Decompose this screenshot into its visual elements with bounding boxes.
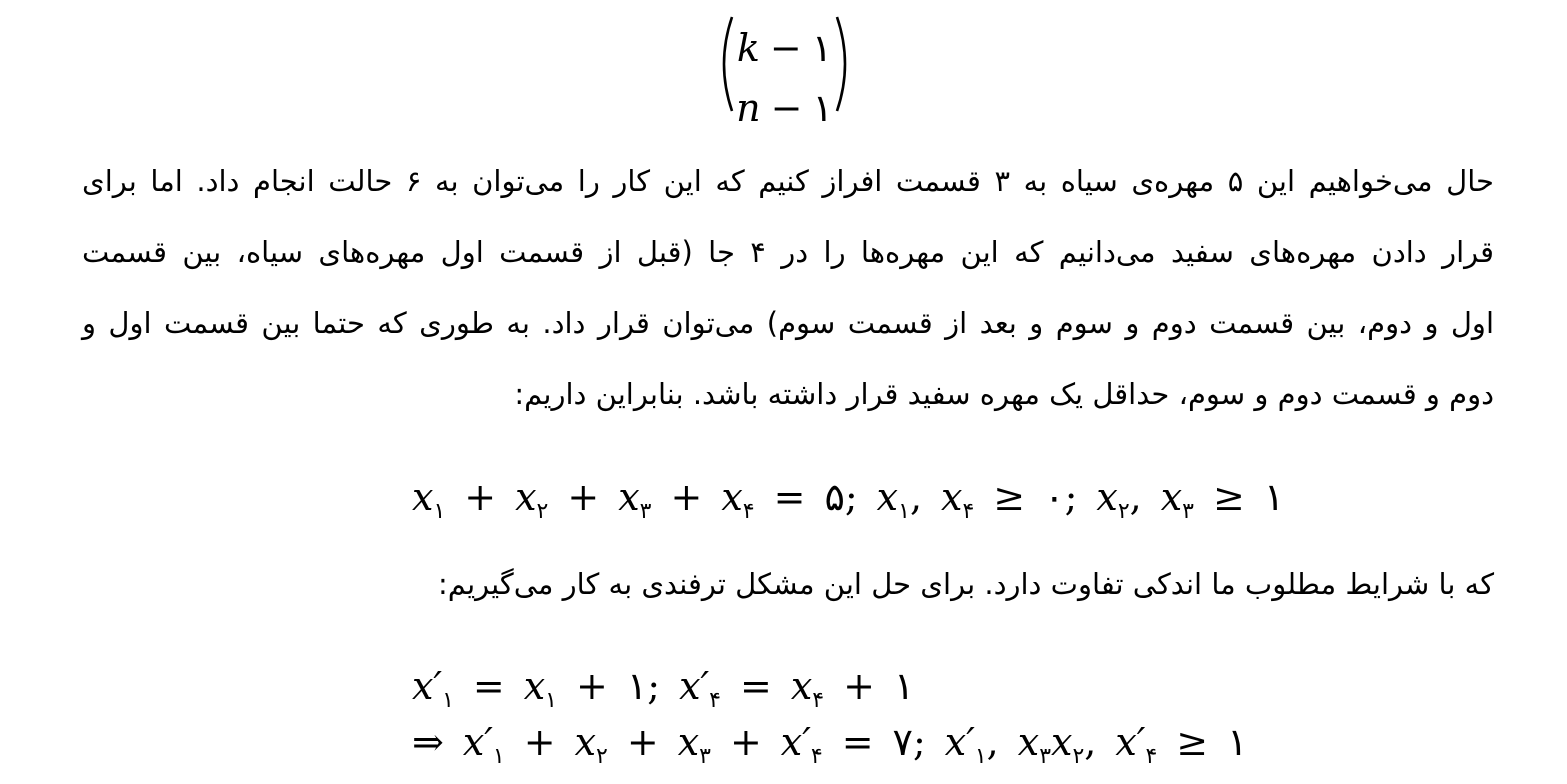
math-subscript: ۴ <box>1145 744 1158 769</box>
math-variable: x′ <box>780 720 811 764</box>
math-subscript: ۴ <box>962 499 975 524</box>
math-symbol: ۷ <box>892 720 913 764</box>
math-variable: x′ <box>1115 720 1146 764</box>
math-variable: x <box>1096 475 1118 519</box>
math-variable: x <box>721 475 743 519</box>
math-symbol: + <box>626 720 659 764</box>
math-subscript: ۱ <box>492 744 505 769</box>
math-subscript: ۱ <box>545 688 557 713</box>
math-subscript: ۲ <box>536 499 549 524</box>
math-symbol: ۱ <box>893 664 915 708</box>
paragraph-line: اول و دوم، بین قسمت دوم و سوم و بعد از قسمت سوم) می‌توان قرار داد. به طوری که حتما بین قسمت اول و <box>82 306 1494 340</box>
math-subscript: ۴ <box>812 688 825 713</box>
math-symbol: ≥ <box>993 475 1026 519</box>
math-variable: x <box>876 475 899 519</box>
math-variable: x <box>941 475 963 519</box>
math-symbol: = <box>841 720 874 764</box>
math-variable: x <box>677 720 700 764</box>
math-subscript: ۲ <box>1072 744 1085 769</box>
math-symbol: = <box>472 664 505 708</box>
math-variable: x <box>790 664 813 708</box>
math-symbol: + <box>576 664 608 708</box>
math-symbol: , <box>1084 720 1097 764</box>
paragraph-trick-intro <box>82 549 1494 620</box>
binomial-top <box>734 28 835 68</box>
math-subscript: ۱ <box>442 688 454 713</box>
math-symbol: ≥ <box>1213 475 1245 519</box>
math-symbol: , <box>986 720 999 764</box>
paragraph-line: حال می‌خواهیم این ۵ مهره‌ی سیاه به ۳ قسمت افراز کنیم که این کار را می‌توان به ۶ حالت انجام داد. اما برای <box>82 164 1494 198</box>
math-symbol: ۰ <box>1044 475 1065 519</box>
math-subscript: ۴ <box>742 499 755 524</box>
math-subscript: ۴ <box>810 744 823 769</box>
left-parenthesis <box>714 14 736 114</box>
paragraph-line: که با شرایط مطلوب ما اندکی تفاوت دارد. برای حل این مشکل ترفندی به کار می‌گیریم: <box>438 567 1494 601</box>
math-symbol: ۵ <box>824 475 845 519</box>
binomial-bottom-var: n <box>736 86 761 130</box>
math-symbol: ⇒ <box>412 720 444 764</box>
math-variable: x′ <box>679 664 710 708</box>
paragraph-partition-explanation <box>82 146 1494 430</box>
binomial-bottom <box>734 88 835 128</box>
math-subscript: ۳ <box>1182 499 1194 524</box>
math-subscript: ۱ <box>974 744 987 769</box>
math-subscript: ۳ <box>639 499 652 524</box>
math-subscript: ۲ <box>1117 499 1130 524</box>
binomial-top-op: − <box>769 26 802 70</box>
math-symbol: = <box>773 475 806 519</box>
paragraph-line: دوم و قسمت دوم و سوم، حداقل یک مهره سفید قرار داشته باشد. بنابراین داریم: <box>514 377 1494 411</box>
math-symbol: + <box>464 475 497 519</box>
equation-constraints <box>412 473 1284 536</box>
math-symbol: , <box>909 475 923 519</box>
math-variable: x′ <box>462 720 493 764</box>
math-variable: x <box>618 475 640 519</box>
math-symbol: + <box>670 475 703 519</box>
binomial-top-var: k <box>736 26 760 70</box>
math-variable: x <box>412 475 434 519</box>
math-variable: x <box>1160 475 1183 519</box>
math-variable: x <box>515 475 537 519</box>
math-symbol: + <box>567 475 600 519</box>
math-symbol: + <box>523 720 556 764</box>
math-variable: x <box>574 720 597 764</box>
binomial-top-num: ۱ <box>811 26 833 70</box>
math-variable: x <box>1051 720 1073 764</box>
math-symbol: ۱ <box>626 664 648 708</box>
math-symbol: ≥ <box>1176 720 1209 764</box>
paragraph-line: قرار دادن مهره‌های سفید می‌دانیم که این مهره‌ها را در ۴ جا (قبل از قسمت اول مهره‌های سیاه، بین قسمت <box>82 235 1494 269</box>
math-symbol: ; <box>844 475 858 519</box>
math-variable: x <box>523 664 546 708</box>
right-parenthesis <box>833 14 855 114</box>
math-symbol: ۱ <box>1263 475 1285 519</box>
math-symbol: ; <box>912 720 926 764</box>
math-variable: x′ <box>944 720 975 764</box>
math-symbol: + <box>729 720 762 764</box>
math-symbol: ; <box>647 664 661 708</box>
math-subscript: ۱ <box>433 499 446 524</box>
math-symbol: + <box>843 664 875 708</box>
math-variable: x <box>1017 720 1040 764</box>
math-symbol: = <box>739 664 772 708</box>
equation-result <box>412 718 1248 781</box>
binomial-bottom-num: ۱ <box>812 86 833 130</box>
math-subscript: ۲ <box>596 744 608 769</box>
math-variable: x′ <box>412 664 443 708</box>
math-subscript: ۴ <box>709 688 721 713</box>
binomial-bottom-op: − <box>770 86 803 130</box>
math-subscript: ۳ <box>699 744 711 769</box>
math-symbol: , <box>1129 475 1142 519</box>
math-subscript: ۱ <box>898 499 910 524</box>
binomial-coefficient <box>712 14 857 130</box>
equation-substitution <box>412 662 914 725</box>
math-subscript: ۳ <box>1039 744 1052 769</box>
math-symbol: ۱ <box>1227 720 1248 764</box>
math-symbol: ; <box>1064 475 1078 519</box>
